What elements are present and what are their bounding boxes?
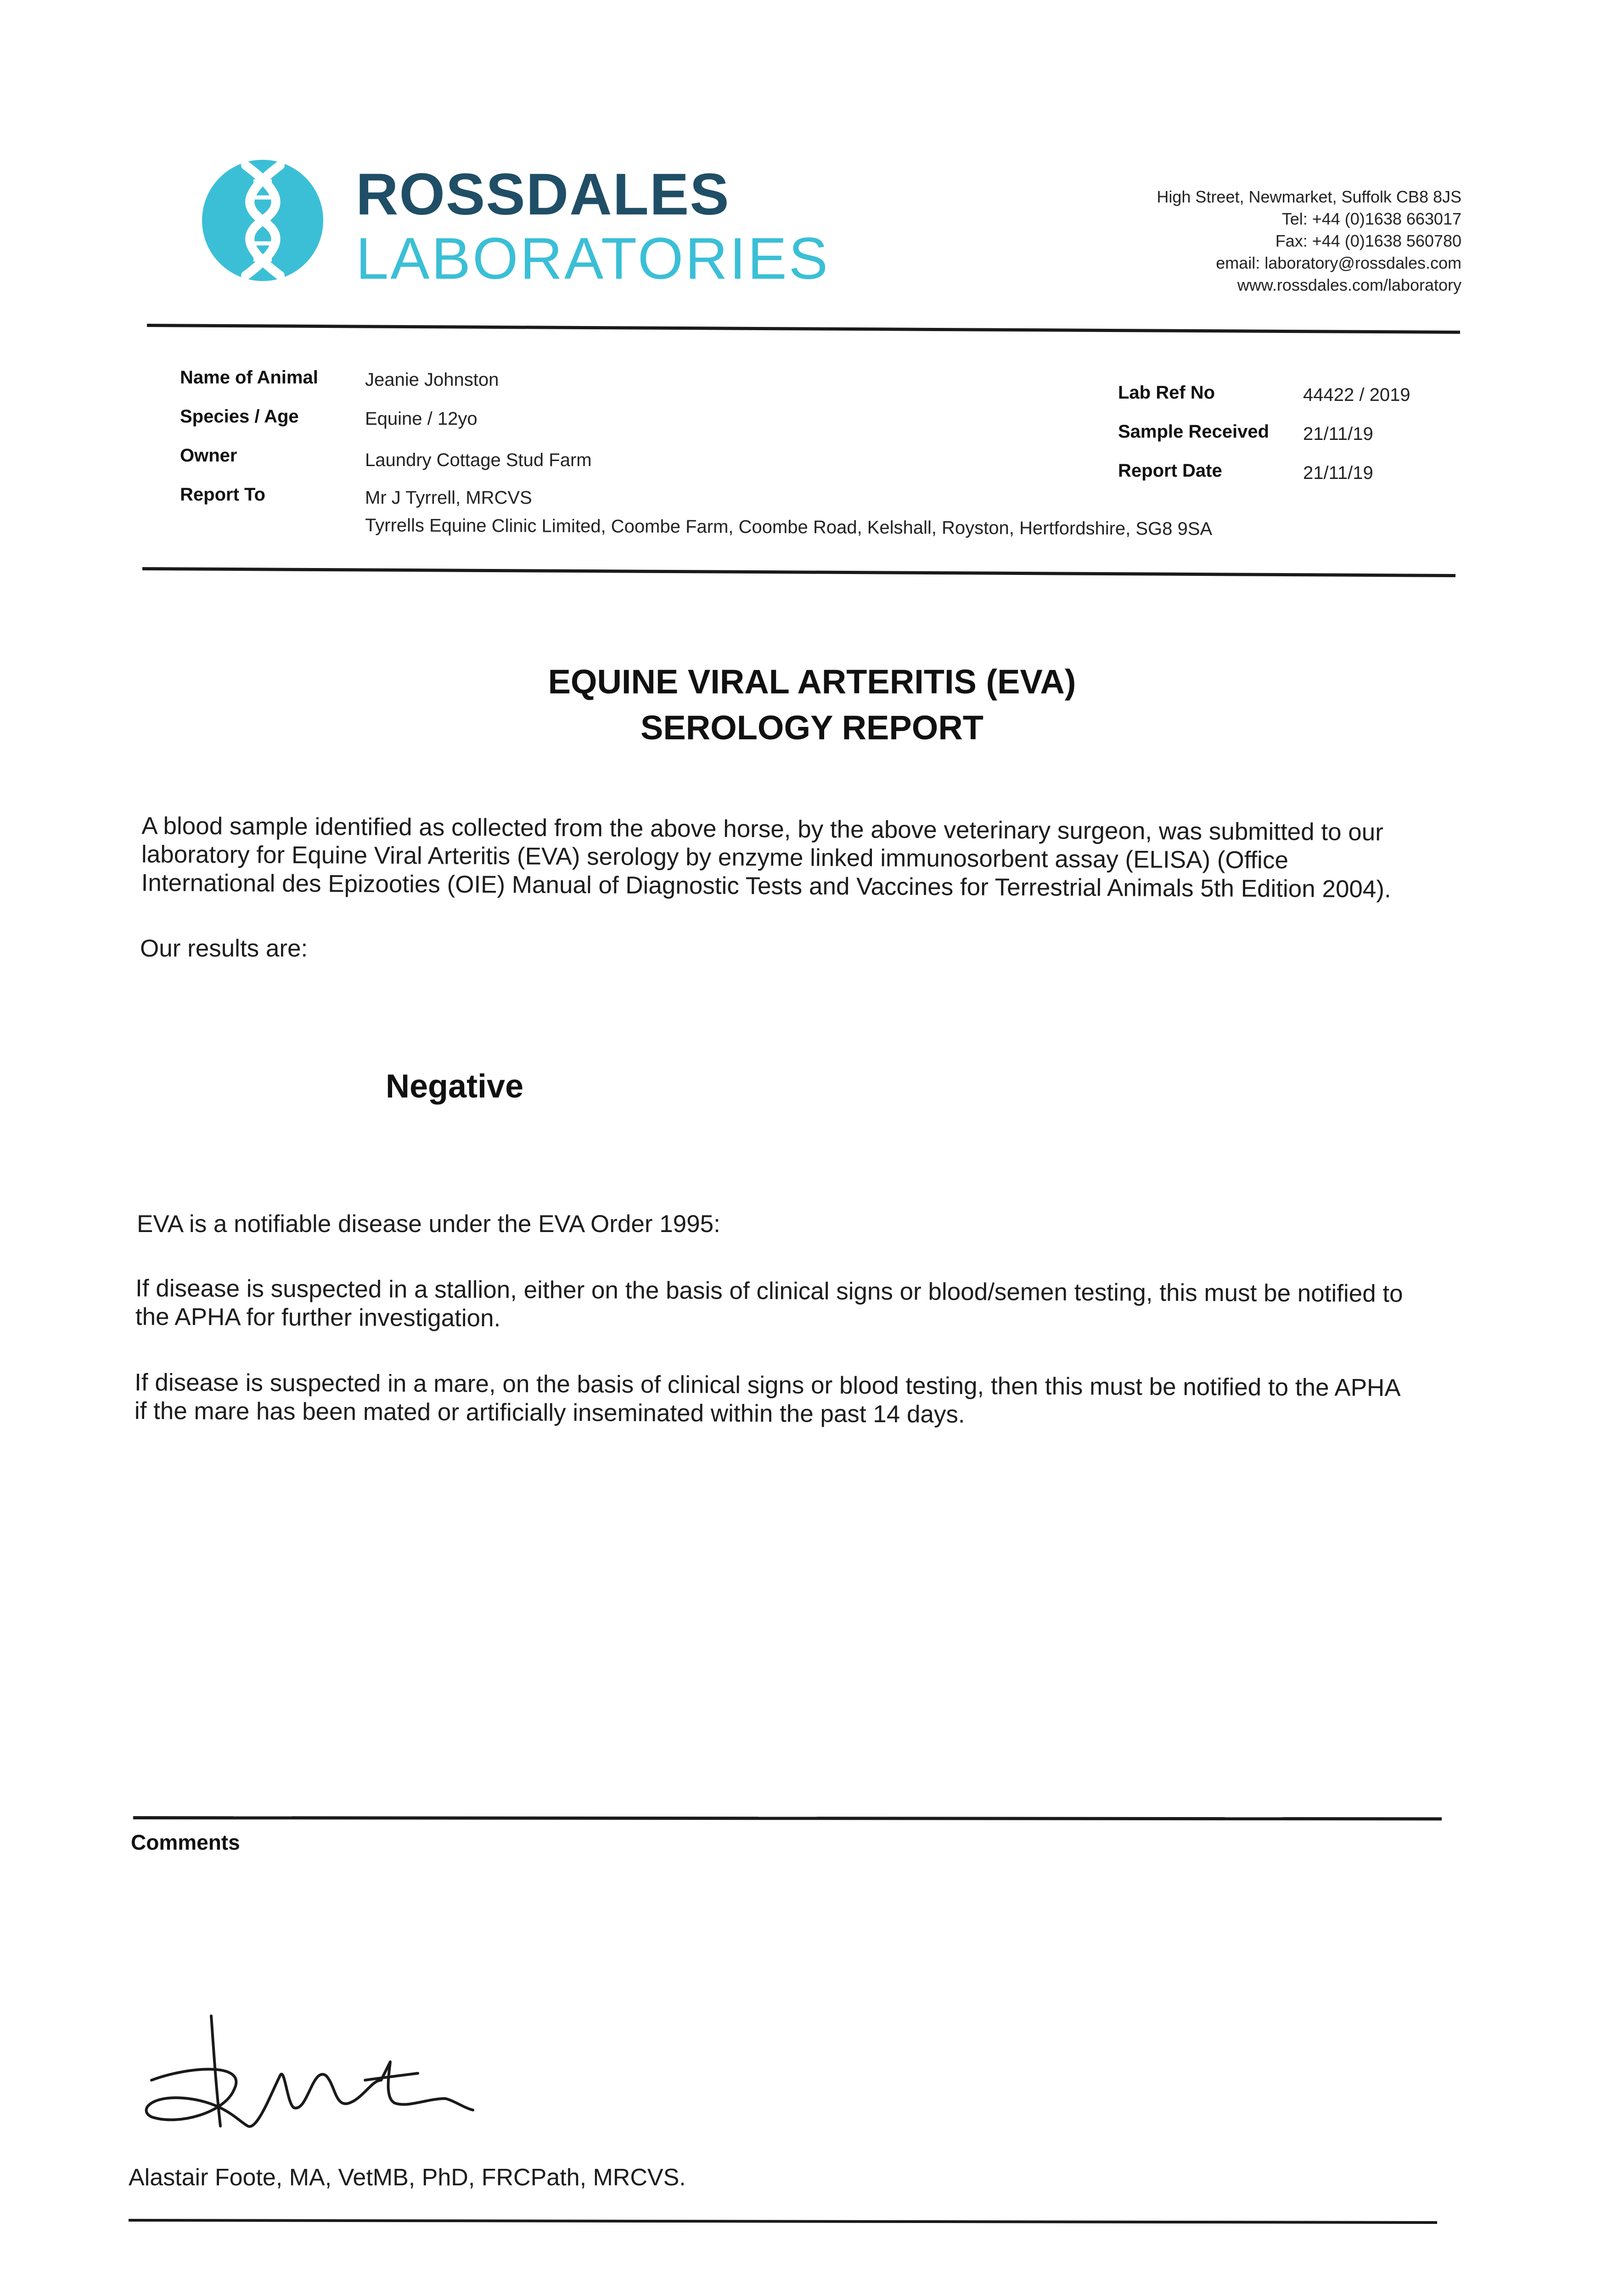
report-title-line1: EQUINE VIRAL ARTERITIS (EVA)	[548, 663, 1076, 701]
dna-helix-icon	[202, 156, 324, 285]
header-divider	[147, 324, 1460, 334]
website: www.rossdales.com/laboratory	[1237, 276, 1461, 294]
notifiable-statement: EVA is a notifiable disease under the EVA Order 1995:	[137, 1210, 720, 1238]
report-to-label: Report To	[180, 484, 265, 505]
email: email: laboratory@rossdales.com	[1216, 253, 1461, 272]
lab-ref-value: 44422 / 2019	[1303, 385, 1410, 405]
intro-line-2: laboratory for Equine Viral Arteritis (EVA) serology by enzyme linked immunosorbent assay (ELISA) (Office	[141, 841, 1289, 874]
intro-line-3: International des Epizooties (OIE) Manual of Diagnostic Tests and Vaccines for Terrestrial Animals 5th Edition 2004).	[141, 869, 1391, 903]
comments-divider	[133, 1816, 1442, 1820]
intro-line-1: A blood sample identified as collected from the above horse, by the above veterinary surgeon, was submitted to our	[141, 812, 1384, 846]
footer-divider	[129, 2219, 1437, 2224]
report-to-address: Tyrrells Equine Clinic Limited, Coombe Farm, Coombe Road, Kelshall, Royston, Hertfordshire, SG8 9SA	[365, 515, 1213, 540]
brand-name-line2: LABORATORIES	[356, 226, 830, 292]
address: High Street, Newmarket, Suffolk CB8 8JS	[1157, 187, 1461, 206]
report-date-label: Report Date	[1118, 461, 1222, 481]
fax: Fax: +44 (0)1638 560780	[1275, 231, 1461, 250]
sample-received-label: Sample Received	[1118, 422, 1270, 442]
result-value: Negative	[386, 1068, 524, 1105]
name-of-animal-label: Name of Animal	[180, 367, 318, 388]
sample-received-value: 21/11/19	[1303, 424, 1373, 444]
mare-line-1: If disease is suspected in a mare, on the basis of clinical signs or blood testing, then this must be notified to the APHA	[135, 1369, 1401, 1402]
signatory-name: Alastair Foote, MA, VetMB, PhD, FRCPath, MRCVS.	[129, 2164, 686, 2191]
stallion-line-2: the APHA for further investigation.	[135, 1303, 501, 1332]
mare-line-2: if the mare has been mated or artificially inseminated within the past 14 days.	[134, 1397, 965, 1428]
mare-paragraph	[135, 1368, 1401, 1431]
owner-value: Laundry Cottage Stud Farm	[365, 450, 592, 470]
results-intro: Our results are:	[140, 935, 308, 962]
contact-block	[1157, 186, 1461, 296]
owner-label: Owner	[180, 445, 237, 466]
stallion-line-1: If disease is suspected in a stallion, either on the basis of clinical signs or blood/semen testing, this must be notified to	[135, 1275, 1403, 1308]
signature	[133, 2011, 478, 2144]
brand-name-line1: ROSSDALES	[356, 162, 730, 227]
lab-ref-label: Lab Ref No	[1118, 383, 1215, 403]
species-age-label: Species / Age	[180, 406, 299, 427]
report-date-value: 21/11/19	[1303, 463, 1373, 483]
telephone: Tel: +44 (0)1638 663017	[1281, 209, 1461, 228]
comments-label: Comments	[131, 1830, 240, 1854]
intro-paragraph	[141, 812, 1392, 904]
name-of-animal-value: Jeanie Johnston	[365, 370, 499, 390]
report-to-name: Mr J Tyrrell, MRCVS	[365, 488, 532, 508]
details-divider	[142, 567, 1455, 577]
stallion-paragraph	[135, 1274, 1403, 1337]
species-age-value: Equine / 12yo	[365, 409, 478, 429]
report-title-line2: SEROLOGY REPORT	[641, 709, 983, 747]
